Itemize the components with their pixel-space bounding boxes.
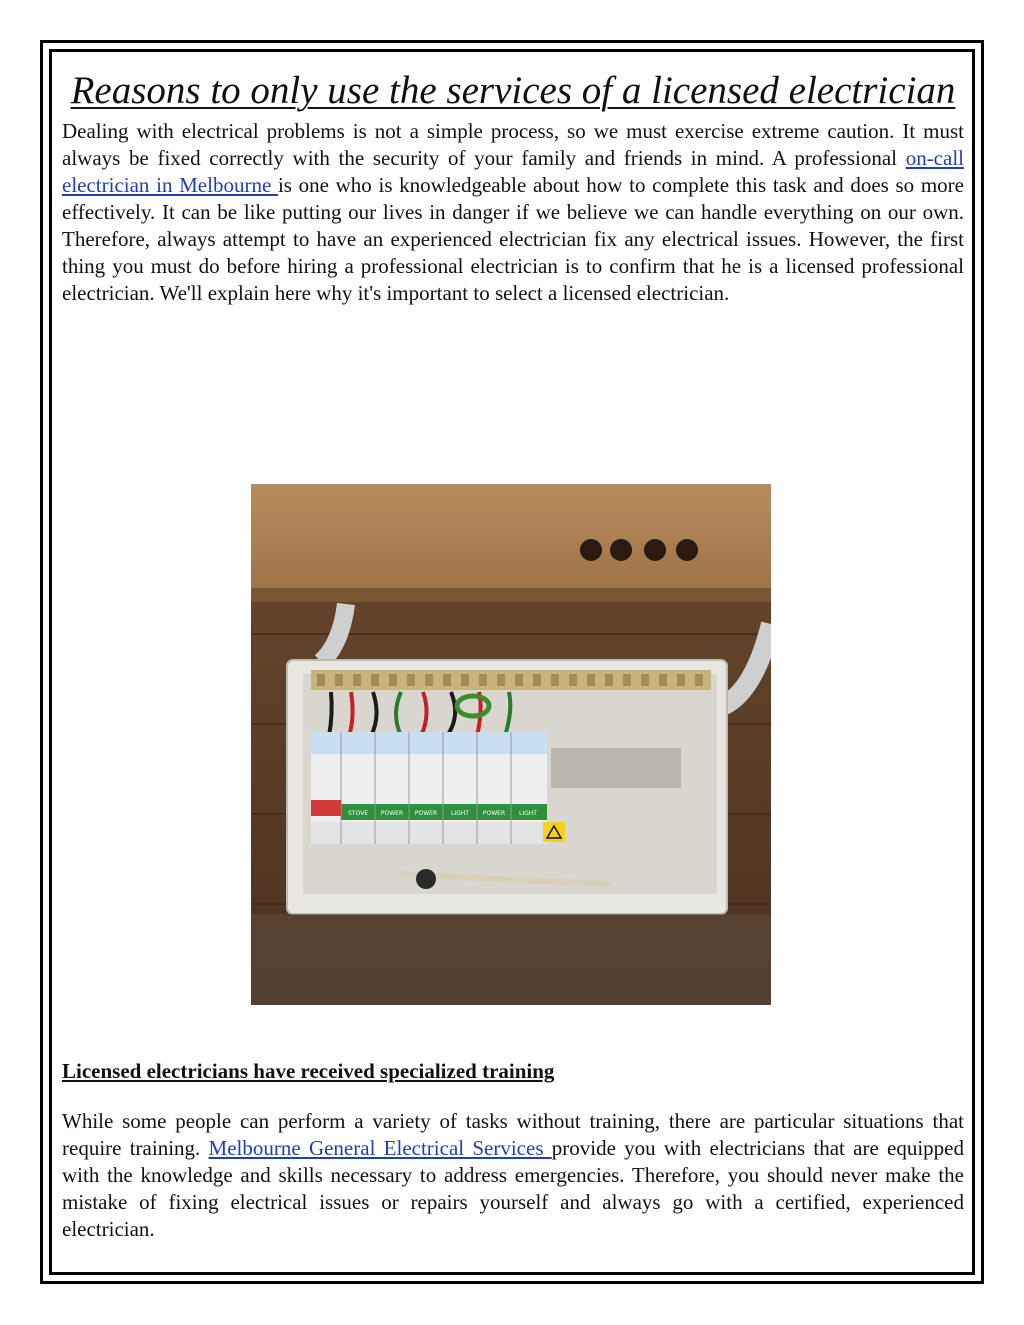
section-text-start: While some people can perform a variety of tasks without training, there are particular situations that require training. — [62, 1109, 964, 1160]
breaker-label-6: LIGHT — [519, 810, 537, 817]
breaker-row — [311, 732, 547, 844]
article — [62, 64, 964, 307]
breaker-label-1: STOVE — [348, 810, 368, 817]
section-heading: Licensed electricians have received specialized training — [62, 1059, 555, 1083]
intro-text-end: is one who is knowledgeable about how to complete this task and does so more effectively. It can be like putting our lives in danger if we believe we can handle everything on our own. Therefore, always attempt to have an experienced electrician fix any electrical issues. However, the first thing you must do before hiring a professional electrician is to confirm that he is a licensed professional electrician. We'll explain here why it's important to select a licensed electrician. — [62, 173, 964, 305]
section-paragraph — [62, 1108, 964, 1243]
section-body — [62, 1108, 964, 1243]
breaker-label-5: POWER — [482, 810, 506, 817]
switchboard-illustration — [251, 484, 771, 1005]
switchboard-photo — [251, 484, 771, 1005]
breaker-label-2: POWER — [380, 810, 404, 817]
intro-paragraph — [62, 118, 964, 307]
breaker-label-4: LIGHT — [451, 810, 469, 817]
melbourne-general-electrical-link[interactable]: Melbourne General Electrical Services — [208, 1136, 552, 1160]
breaker-label-3: POWER — [414, 810, 438, 817]
section-text-end: provide you with electricians that are equipped with the knowledge and skills necessary to address emergencies. Therefore, you should never make the mistake of fixing electrical issues or repairs yourself and always go with a certified, experienced electrician. — [62, 1136, 964, 1241]
page-title: Reasons to only use the services of a licensed electrician — [70, 69, 956, 112]
on-call-electrician-link[interactable]: on-call electrician in Melbourne — [62, 146, 964, 197]
intro-text-start: Dealing with electrical problems is not a simple process, so we must exercise extreme caution. It must always be fixed correctly with the security of your family and friends in mind. A professional — [62, 119, 964, 170]
